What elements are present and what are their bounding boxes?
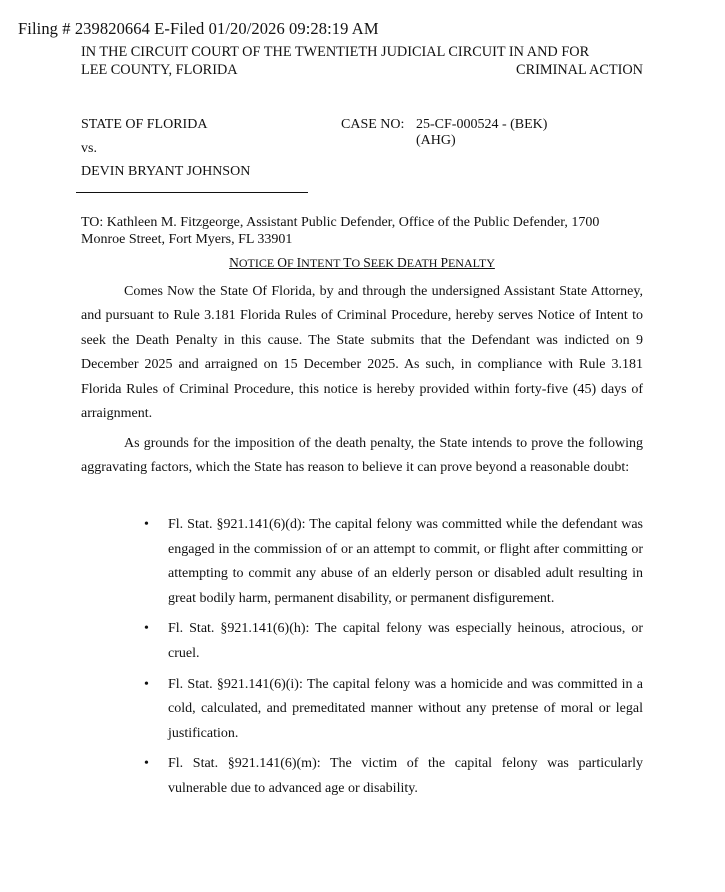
- title-cap: S: [363, 255, 371, 270]
- paragraph-text: As grounds for the imposition of the death penalty, the State intends to prove the following aggravating factors, which the State has reason to believe it can prove beyond a reasonable doubt:: [81, 436, 643, 476]
- body-paragraph: [81, 280, 643, 426]
- to-line: TO: Kathleen M. Fitzgeorge, Assistant Public Defender, Office of the Public Defender, 1700 Monroe Street, Fort Myers, FL 33901: [81, 215, 600, 247]
- aggravator-text: Fl. Stat. §921.141(6)(m): The victim of the capital felony was particularly vulnerable due to advanced age or disability.: [168, 756, 643, 796]
- bullet-icon: •: [144, 517, 149, 532]
- defendant-name: DEVIN BRYANT JOHNSON: [81, 164, 251, 179]
- aggravating-factors-list: [81, 513, 643, 808]
- title-cap: T: [343, 255, 352, 270]
- title-rest: F: [286, 256, 297, 270]
- aggravator-text: Fl. Stat. §921.141(6)(h): The capital felony was especially heinous, atrocious, or cruel.: [168, 621, 643, 661]
- title-rest: EEK: [370, 256, 398, 270]
- paragraph-text: Comes Now the State Of Florida, by and through the undersigned Assistant State Attorney, and pursuant to Rule 3.181 Florida Rules of Criminal Procedure, hereby serves Notice of Intent to seek the Death Penalty in this cause. The State submits that the Defendant was indicted on 9 December 2025 and arraigned on 15 December 2025. As such, in compliance with Rule 3.181 Florida Rules of Criminal Procedure, this notice is hereby provided within forty-five (45) days of arraignment.: [81, 284, 643, 422]
- title-rest: OTICE: [238, 256, 278, 270]
- body-paragraph: [81, 432, 643, 481]
- court-heading: [81, 43, 643, 79]
- court-heading-line2: [81, 61, 643, 79]
- case-number-label: CASE NO:: [341, 117, 405, 132]
- title-rest: NTENT: [301, 256, 344, 270]
- bullet-icon: •: [144, 756, 149, 772]
- case-number-line1: 25-CF-000524 - (BEK): [416, 117, 548, 132]
- title-cap: I: [296, 255, 302, 270]
- title-rest: ENALTY: [447, 256, 495, 270]
- case-number-line2: (AHG): [416, 133, 456, 148]
- title-rest: O: [351, 256, 364, 270]
- filing-header: Filing # 239820664 E-Filed 01/20/2026 09:28:19 AM: [18, 19, 379, 38]
- title-rest: EATH: [406, 256, 441, 270]
- title-cap: D: [397, 255, 407, 270]
- title-cap: P: [440, 255, 448, 270]
- versus-label: vs.: [81, 141, 97, 156]
- title-cap: N: [229, 255, 239, 270]
- caption-divider: [76, 192, 308, 193]
- title-cap: O: [277, 255, 287, 270]
- aggravator-item: [81, 673, 643, 747]
- bullet-icon: •: [144, 676, 149, 692]
- court-heading-line1: IN THE CIRCUIT COURT OF THE TWENTIETH JUDICIAL CIRCUIT IN AND FOR: [81, 44, 590, 60]
- aggravator-item: [81, 752, 643, 801]
- aggravator-item: [81, 513, 643, 611]
- plaintiff-name: STATE OF FLORIDA: [81, 117, 208, 132]
- bullet-icon: •: [144, 621, 149, 637]
- aggravator-text: Fl. Stat. §921.141(6)(d): The capital felony was committed while the defendant was engaged in the commission of or an attempt to commit, or flight after committing or attempting to commit any abuse of an elderly person or disabled adult resulting in great bodily harm, permanent disability, or permanent disfigurement.: [168, 517, 643, 606]
- action-type: CRIMINAL ACTION: [516, 62, 643, 78]
- aggravator-text: Fl. Stat. §921.141(6)(i): The capital felony was a homicide and was committed in a cold, calculated, and premeditated manner without any pretense of moral or legal justification.: [168, 676, 643, 741]
- county-label: LEE COUNTY, FLORIDA: [81, 62, 238, 78]
- case-number-block: [341, 117, 547, 149]
- case-number-value: [416, 117, 547, 149]
- aggravator-item: [81, 617, 643, 666]
- document-title: [81, 255, 643, 271]
